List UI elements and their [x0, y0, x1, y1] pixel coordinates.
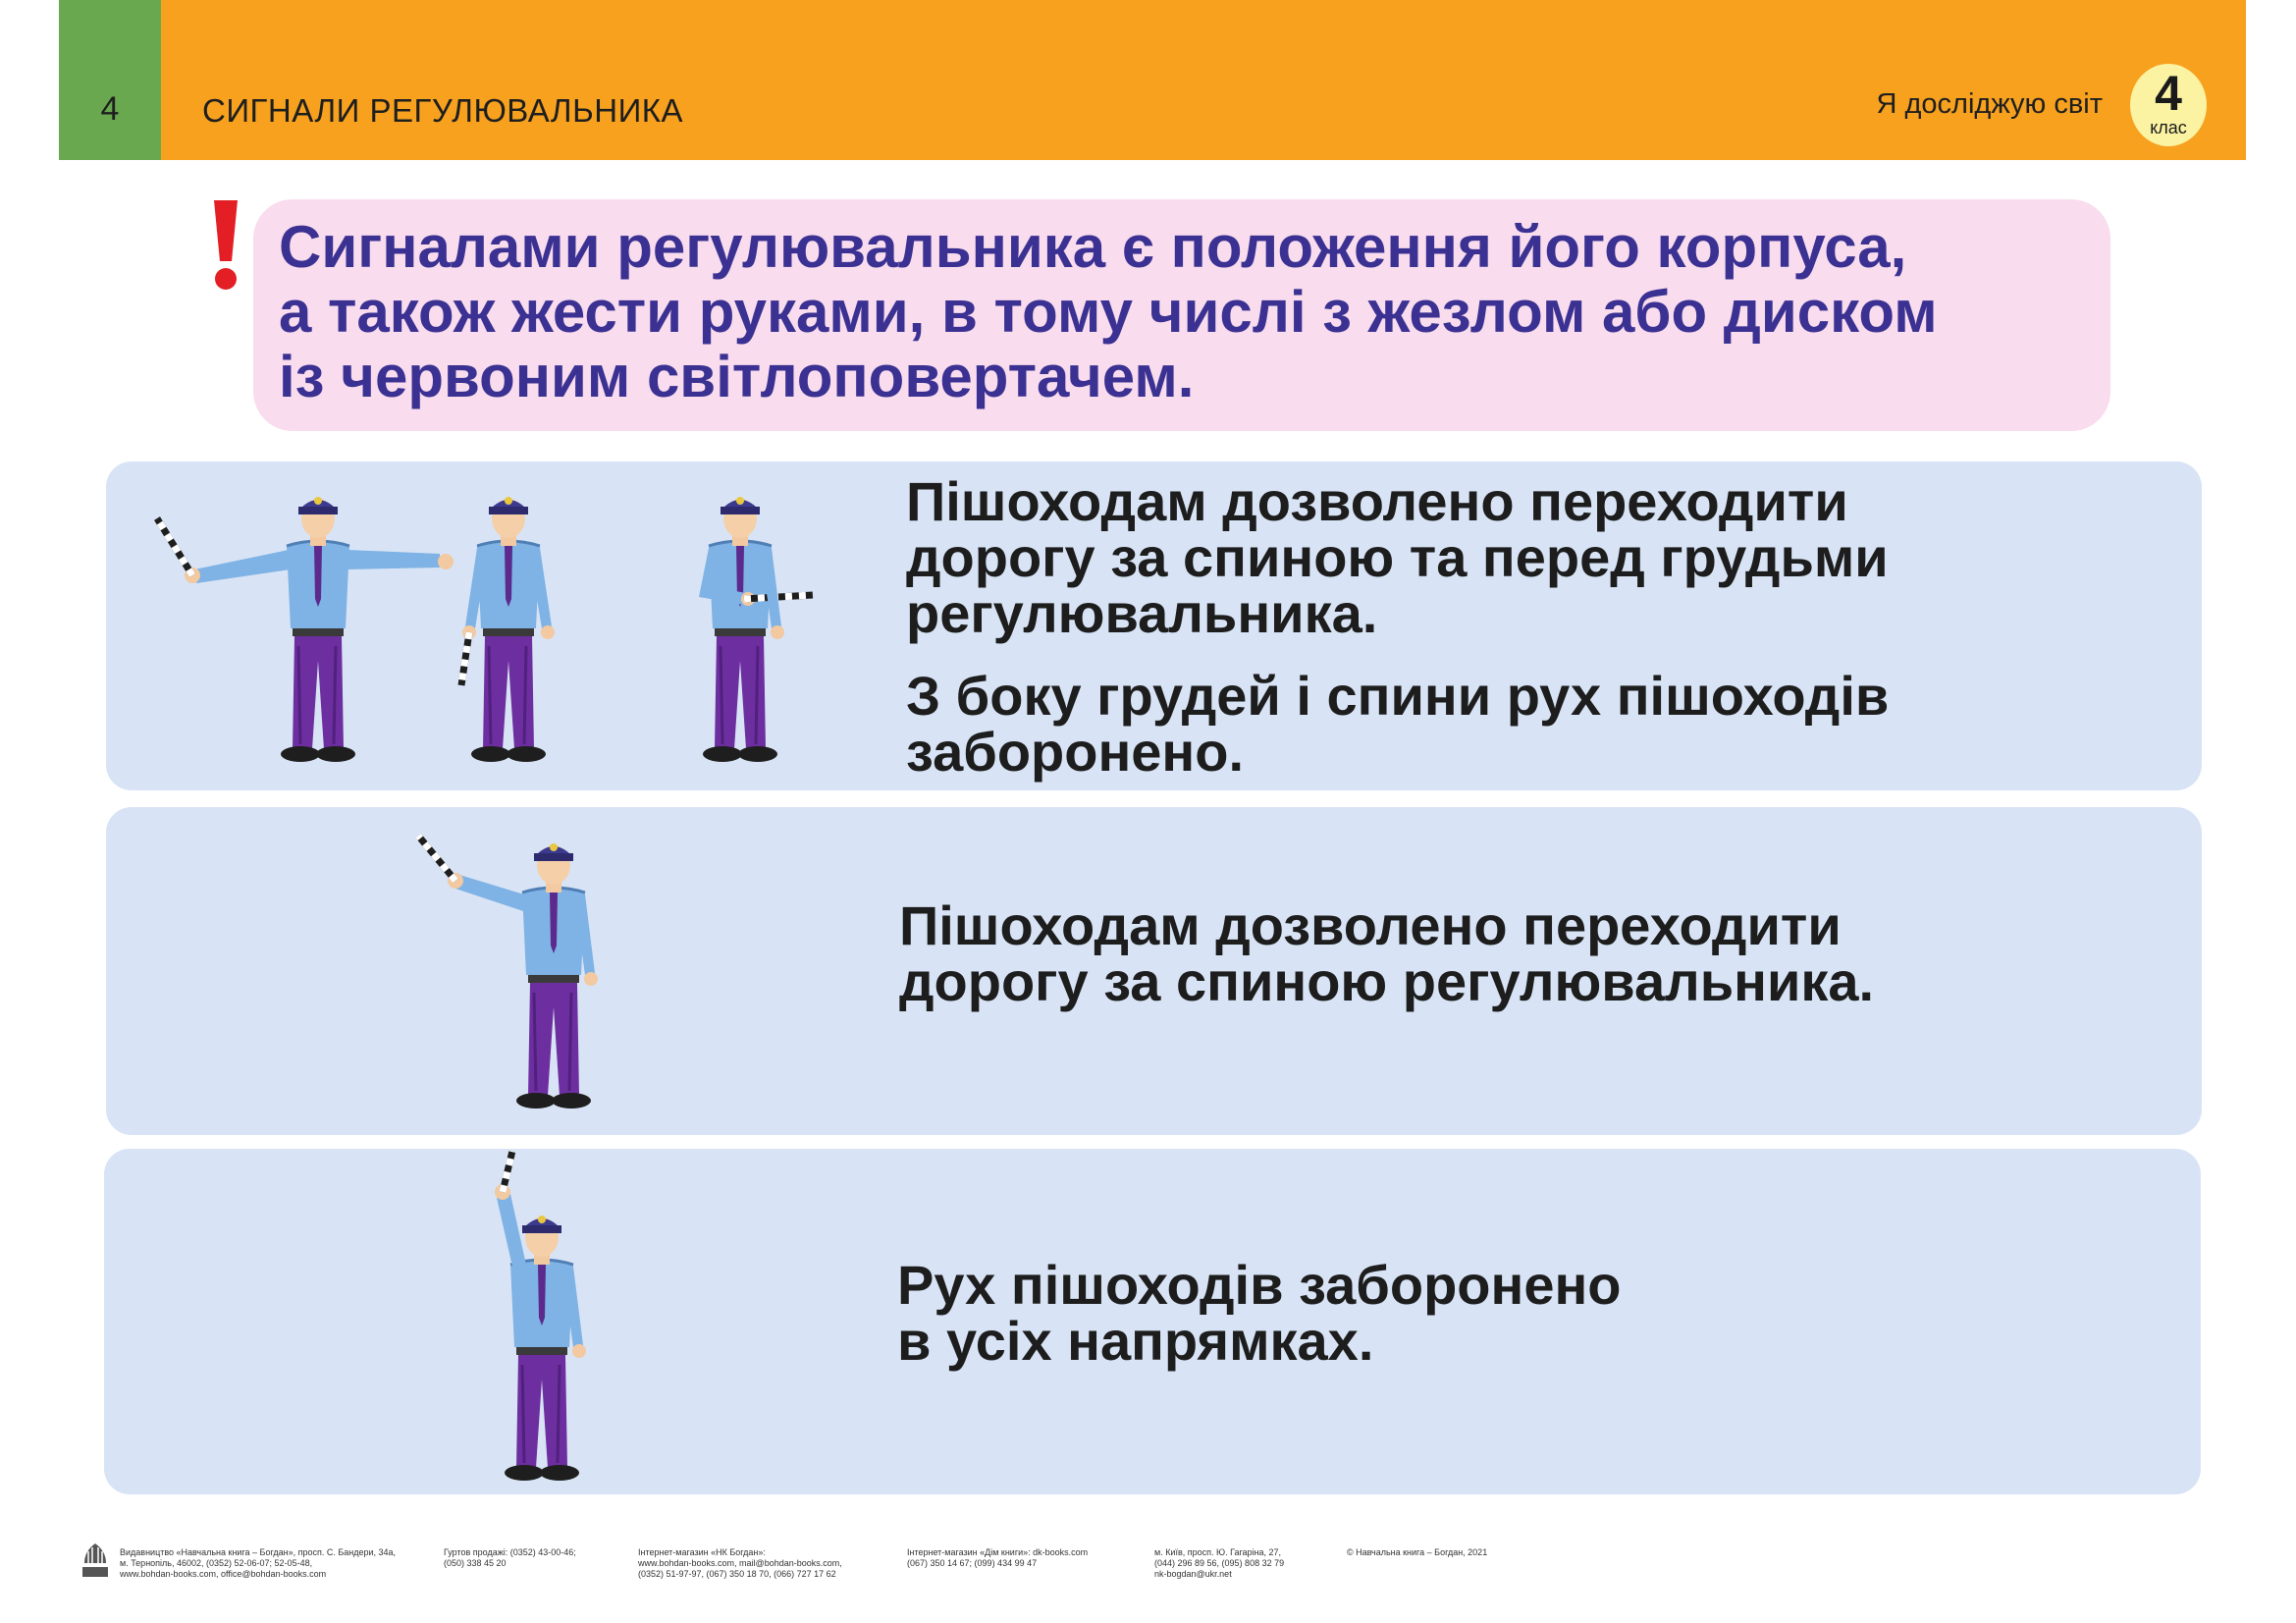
officer-arm-raised-figure	[438, 1149, 634, 1488]
rule-box	[253, 199, 2110, 431]
footer-kyiv: м. Київ, просп. Ю. Гагаріна, 27, (044) 296 89 56, (095) 808 32 79 nk-bogdan@ukr.net	[1154, 1547, 1285, 1579]
signal-panel-1	[106, 461, 2202, 790]
grade-word: клас	[2150, 118, 2187, 137]
footer-shop-dk: Інтернет-магазин «Дім книги»: dk-books.com (067) 350 14 67; (099) 434 99 47	[907, 1547, 1089, 1568]
footer-copyright: © Навчальна книга – Богдан, 2021	[1347, 1547, 1488, 1557]
panel-1-text-2: З боку грудей і спини рух пішоходів заборонено.	[906, 665, 1890, 783]
signal-panel-2	[106, 807, 2202, 1135]
panel-3-text: Рух пішоходів заборонено в усіх напрямках.	[897, 1254, 1622, 1372]
footer-shop-nk: Інтернет-магазин «НК Богдан»: www.bohdan-books.com, mail@bohdan-books.com, (0352) 51-97-97, (067) 350 18 70, (066) 727 17 62	[638, 1547, 842, 1579]
panel-1-text-1: Пішоходам дозволено переходити дорогу за спиною та перед грудьми регулювальника.	[906, 470, 1889, 644]
rule-text: Сигналами регулювальника є положення його корпуса, а також жести руками, в тому числі з жезлом або диском із червоним світлоповертачем.	[279, 214, 1938, 409]
publisher-logo-icon	[79, 1542, 112, 1581]
footer-wholesale: Гуртов продажі: (0352) 43-00-46; (050) 338 45 20	[444, 1547, 576, 1568]
officer-arm-forward-figure	[400, 822, 656, 1126]
grade-number: 4	[2155, 66, 2182, 121]
page-tab	[59, 0, 161, 160]
chapter-title: СИГНАЛИ РЕГУЛЮВАЛЬНИКА	[202, 92, 684, 129]
panel-2-text: Пішоходам дозволено переходити дорогу за спиною регулювальника.	[899, 894, 1875, 1012]
exclamation-icon	[206, 196, 245, 295]
header-bar	[59, 0, 2246, 160]
grade-badge	[2130, 64, 2207, 146]
footer-publisher: Видавництво «Навчальна книга – Богдан», просп. С. Бандери, 34а, м. Тернопіль, 46002, (0352) 52-06-07; 52-05-48, www.bohdan-books.com, office@bohdan-books.com	[120, 1547, 397, 1579]
signal-panel-3	[104, 1149, 2201, 1494]
series-title: Я досліджую світ	[1876, 88, 2103, 120]
officer-baton-forward-figure	[666, 479, 842, 774]
officer-arms-down-figure	[430, 479, 587, 774]
page-number: 4	[100, 90, 120, 128]
footer	[79, 1540, 2218, 1589]
